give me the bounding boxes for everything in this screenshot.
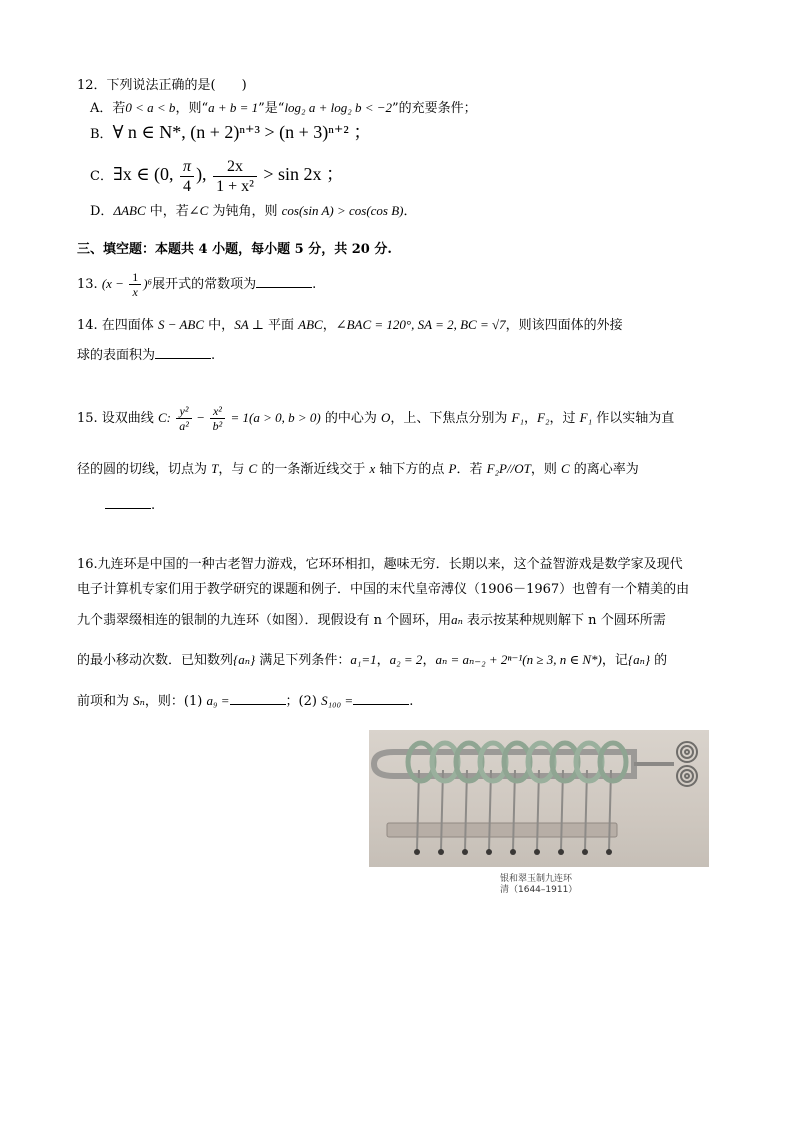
q13-frac-den: x [132,285,138,299]
q15-line1 [77,396,674,441]
q15-x-num: x² [210,404,226,419]
q15-y-den: a² [179,419,189,433]
q13-frac [129,270,141,299]
q12-option-a [90,99,477,118]
q15-k: F₁ [579,410,593,425]
q16-line4 [77,651,667,670]
q15-end: . [151,498,156,513]
q15-l2k: ，则 [530,462,561,477]
q16-answer-blank-1[interactable] [230,692,286,705]
q15-answer-blank[interactable] [105,496,151,509]
q16-line2: 电子计算机专家们用于教学研究的课题和例子．中国的末代皇帝溥仪（1906－1967）也曾有一个精美的由 [77,582,690,597]
q16-l4c: 满足下列条件： [255,653,351,668]
q16-l4i: ，记 [601,653,628,668]
q15-l2i: ．若 [456,462,487,477]
q15-l2d: C [248,461,258,476]
q12-c-label: C． [90,169,113,184]
q16-l5g: . [409,694,414,709]
q15-d: 的中心为 [320,411,382,426]
q15-e: O [381,410,391,425]
q12-a-q: log₂ a + log₂ b < −2 [284,100,393,115]
q15-l2a: 径的圆的切线，切点为 [77,462,212,477]
q16-l3c: 表示按某种规则解下 n 个圆环所需 [462,613,666,628]
q12-c-pi-num: π [180,157,194,177]
bottom-bar [387,823,617,837]
q15-l2f: x [369,461,376,476]
q13-post: )⁶ [143,276,153,291]
q15-x-frac [210,404,226,433]
q15-l: 作以实轴为直 [592,411,675,426]
q12-c-den: 1 + x² [216,178,254,195]
q14-a: 14. 在四面体 [77,318,158,333]
q12-a-label: A．若 [90,101,126,116]
q12-a-mid: ，则“ [175,101,209,116]
q13-pre: (x − [101,276,128,291]
q12-option-c [90,153,344,198]
q15-line2 [77,460,639,479]
q13-frac-num: 1 [129,270,141,285]
q15-y-frac [176,404,192,433]
q12-c-post: ), [196,164,212,184]
q12-a-cond: 0 < a < b [125,100,176,115]
nine-rings-illustration [369,730,709,867]
q15-minus: − [193,410,208,425]
section-title: 三、填空题：本题共 4 小题，每小题 5 分，共 20 分. [77,242,392,257]
q16-l4g: ， [422,653,436,668]
q16-l4j: {aₙ} [627,652,651,667]
q13-num: 13. [77,277,98,292]
q15-l2c: ，与 [218,462,249,477]
q12-d-t1: ΔABC [113,203,146,218]
q16-line3 [77,611,666,630]
q16-l4k: 的 [650,653,668,668]
q14-g: ， [322,318,336,333]
q14-end: . [211,348,216,363]
q12-c-pi-frac [180,157,194,196]
q16-l4a: 的最小移动次数．已知数列 [77,653,234,668]
q12-a-p: a + b = 1 [208,100,259,115]
q15-g: F₁ [511,410,525,425]
q12-option-b [90,123,371,144]
q12-a-tail: ”的充要条件； [392,101,477,116]
q16-l5d: a₉ = [206,693,230,708]
q12-d-label: D． [90,204,114,219]
q12-stem: 12．下列说法正确的是( ) [77,78,247,93]
q15-j: ，过 [549,411,580,426]
q12-d-t6: ． [403,204,417,219]
q16-l4h: aₙ = aₙ₋₂ + 2ⁿ⁻¹(n ≥ 3, n ∈ N*) [435,652,602,667]
q14-answer-blank[interactable] [155,346,211,359]
figure-caption [500,874,577,896]
q12-c-num: 2x [213,157,257,177]
q15-l2l: C [560,461,570,476]
q15-f: ，上、下焦点分别为 [390,411,512,426]
q14-f: ABC [298,317,323,332]
q16-l5a: 前项和为 [77,694,134,709]
q13-end: . [312,277,317,292]
q16-l4d: a₁=1 [350,652,377,667]
q16-l4b: {aₙ} [233,652,256,667]
q16-l3b: aₙ [451,612,463,627]
q14-b: S − ABC [157,317,205,332]
q12-option-d [90,202,417,221]
q13-answer-blank[interactable] [256,275,312,288]
q16-line1: 16.九连环是中国的一种古老智力游戏，它环环相扣，趣味无穷．长期以来，这个益智游戏是数学家及现代 [77,557,683,572]
q16-l5f: S₁₀₀ = [321,693,354,708]
q15-line3 [105,496,155,515]
q16-l5c: ，则：(1) [144,694,207,709]
q15-c: = 1(a > 0, b > 0) [227,410,321,425]
figure-caption-line1: 银和翠玉制九连环 [500,874,573,884]
q13 [77,268,316,301]
q16-l5e: ；(2) [285,694,322,709]
q15-x-den: b² [212,419,223,433]
q13-text: 展开式的常数项为 [152,277,257,292]
q12-d-t3: ∠C [188,203,209,218]
q15-a: 15. 设双曲线 [77,411,158,426]
q12-b-expr: ∀ n ∈ N*, (n + 2)ⁿ⁺³ > (n + 3)ⁿ⁺² ； [112,122,372,142]
q15-y-num: y² [176,404,192,419]
q14-h: ∠BAC = 120°, SA = 2, BC = √7 [335,317,506,332]
figure-caption-line2: 清（1644–1911） [500,885,578,895]
q12-d-t2: 中，若 [145,204,189,219]
spiral-decoration [677,742,697,786]
q12-b-label: B． [90,127,113,142]
q16-l3a: 九个翡翠缀相连的银制的九连环（如图）．现假设有 n 个圆环，用 [77,613,452,628]
q12-c-pre: ∃x ∈ (0, [112,164,179,184]
nine-rings-photo [369,730,709,867]
q12-c-frac [213,157,257,196]
q16-l4f: a₂ = 2 [389,652,423,667]
q14-line2-text: 球的表面积为 [77,348,156,363]
q14-line2 [77,346,215,365]
q16-l4e: ， [376,653,390,668]
q12-d-t5: cos(sin A) > cos(cos B) [281,203,404,218]
q15-l2b: T [211,461,219,476]
q14-c: 中， [204,318,235,333]
q12-a-mid2: ”是“ [258,101,285,116]
q12-c-tail: > sin 2x ； [258,164,345,184]
q16-l5b: Sₙ [133,693,145,708]
q15-l2m: 的离心率为 [569,462,639,477]
q15-l2h: P [448,461,457,476]
q16-line5 [77,692,413,711]
q15-h: ， [524,411,538,426]
q15-l2j: F₂P//OT [486,461,531,476]
rings [408,743,626,855]
q14-i: ，则该四面体的外接 [505,318,623,333]
q15-i: F₂ [537,410,550,425]
q12-d-t4: 为钝角，则 [208,204,282,219]
q16-answer-blank-2[interactable] [353,692,409,705]
q15-l2e: 的一条渐近线交于 [257,462,370,477]
q12-c-pi-den: 4 [183,178,192,195]
q15-l2g: 轴下方的点 [375,462,449,477]
q14-e: 平面 [263,318,299,333]
q14-d: SA ⊥ [234,317,264,332]
q15-b: C: [157,410,175,425]
q14-line1 [77,316,623,335]
